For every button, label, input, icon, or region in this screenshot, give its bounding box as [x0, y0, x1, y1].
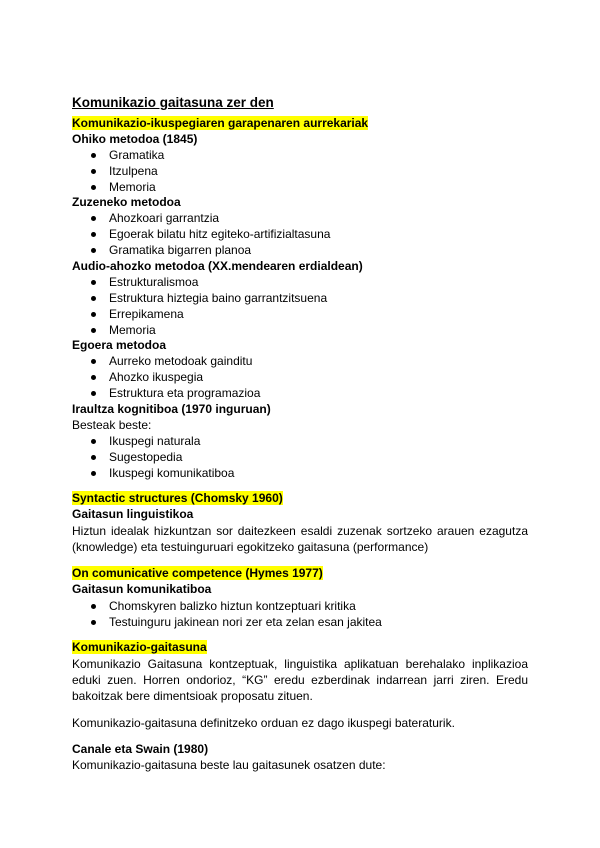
paragraph-text: Komunikazio-gaitasuna definitzeko orduan ez dago ikuspegi bateraturik.	[72, 716, 455, 730]
list-item: Ahozko ikuspegia	[72, 369, 260, 385]
paragraph-line: Komunikazio Gaitasuna kontzeptuak, linguistika aplikatuan berehalako inplikazioa	[72, 657, 528, 671]
list-item: Ikuspegi komunikatiboa	[72, 465, 234, 481]
paragraph-line: Hiztun idealak hizkuntzan sor daitezkeen esaldi zuzenak sortzeko arauen ezagutza	[72, 524, 528, 538]
highlight: On comunicative competence (Hymes 1977)	[72, 566, 323, 580]
list-hymes	[72, 598, 382, 630]
list-iraultza-kognitiboa	[72, 433, 234, 481]
list-item: Aurreko metodoak gainditu	[72, 353, 260, 369]
list-ohiko-metodoa	[72, 147, 164, 195]
list-item: Itzulpena	[72, 163, 164, 179]
paragraph-komunikazio-gaitasuna	[72, 656, 528, 705]
list-zuzeneko-metodoa	[72, 210, 330, 258]
list-item: Egoerak bilatu hitz egiteko-artifizialtasuna	[72, 226, 330, 242]
subheading-canale-swain: Canale eta Swain (1980)	[72, 742, 209, 756]
list-item: Memoria	[72, 179, 164, 195]
list-item: Chomskyren balizko hiztun kontzeptuari kritika	[72, 598, 382, 614]
paragraph-text: Komunikazio-gaitasuna beste lau gaitasunek osatzen dute:	[72, 758, 386, 772]
list-item: Testuinguru jakinean nori zer eta zelan esan jakitea	[72, 614, 382, 630]
page-title: Komunikazio gaitasuna zer den	[72, 95, 274, 110]
list-item: Sugestopedia	[72, 449, 234, 465]
subheading-audio-ahozko-metodoa: Audio-ahozko metodoa (XX.mendearen erdialdean)	[72, 259, 363, 273]
highlight: Syntactic structures (Chomsky 1960)	[72, 491, 283, 505]
subheading-egoera-metodoa: Egoera metodoa	[72, 338, 167, 352]
subheading-zuzeneko-metodoa: Zuzeneko metodoa	[72, 195, 181, 209]
list-item: Estruktura eta programazioa	[72, 385, 260, 401]
list-item: Errepikamena	[72, 306, 327, 322]
list-item: Ikuspegi naturala	[72, 433, 234, 449]
intro-text: Besteak beste:	[72, 418, 152, 432]
subheading-iraultza-kognitiboa: Iraultza kognitiboa (1970 inguruan)	[72, 402, 271, 416]
list-item: Memoria	[72, 322, 327, 338]
paragraph-line: bakoitzak bere dimentsioak proposatu zituen.	[72, 689, 313, 704]
list-item: Estrukturalismoa	[72, 274, 327, 290]
section-heading-aurrekariak	[72, 116, 368, 131]
section-heading-hymes	[72, 566, 323, 581]
subheading-ohiko-metodoa: Ohiko metodoa (1845)	[72, 132, 198, 146]
list-item: Ahozkoari garrantzia	[72, 210, 330, 226]
subheading-gaitasun-linguistikoa: Gaitasun linguistikoa	[72, 507, 194, 521]
list-item: Estruktura hiztegia baino garrantzitsuena	[72, 290, 327, 306]
subheading-gaitasun-komunikatiboa: Gaitasun komunikatiboa	[72, 582, 212, 596]
paragraph-line: eduki zuen. Horren ondorioz, “KG” eredu ezberdinak indarrean jarri ziren. Eredu	[72, 673, 528, 688]
list-item: Gramatika	[72, 147, 164, 163]
paragraph-chomsky	[72, 523, 528, 555]
section-heading-komunikazio-gaitasuna	[72, 640, 207, 655]
highlight: Komunikazio-gaitasuna	[72, 640, 207, 654]
highlight: Komunikazio-ikuspegiaren garapenaren aurrekariak	[72, 116, 369, 130]
list-item: Gramatika bigarren planoa	[72, 242, 330, 258]
section-heading-chomsky	[72, 491, 283, 506]
list-audio-ahozko-metodoa	[72, 274, 327, 338]
paragraph-line: (knowledge) eta testuinguruari egokitzeko gaitasuna (performance)	[72, 540, 429, 555]
list-egoera-metodoa	[72, 353, 260, 401]
